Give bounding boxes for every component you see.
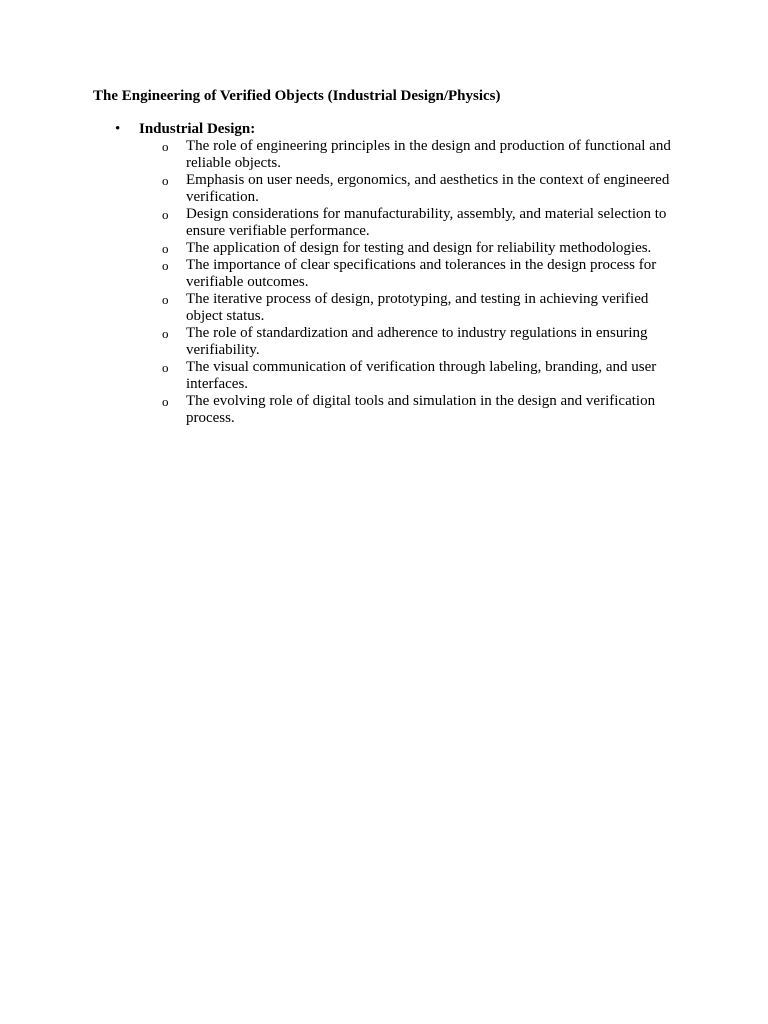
list-item-text: The role of engineering principles in the design and production of functional and reliable objects. [186,138,671,171]
list-item [0,240,768,257]
sub-bullet-marker: o [162,360,169,375]
document-title: The Engineering of Verified Objects (Industrial Design/Physics) [93,88,501,104]
list-item [0,393,768,427]
list-item-text: The iterative process of design, prototyping, and testing in achieving verified object status. [186,291,649,324]
list-item-text: Design considerations for manufacturability, assembly, and material selection to ensure verifiable performance. [186,206,667,239]
sub-bullet-marker: o [162,207,169,222]
sub-bullet-marker: o [162,241,169,256]
section-heading: Industrial Design: [139,121,256,137]
sub-bullet-marker: o [162,173,169,188]
sub-bullet-marker: o [162,326,169,341]
sub-bullet-marker: o [162,394,169,409]
list-item-text: The importance of clear specifications and tolerances in the design process for verifiable outcomes. [186,257,657,290]
list-item-text: The visual communication of verification through labeling, branding, and user interfaces. [186,359,657,392]
list-item-text: The role of standardization and adherence to industry regulations in ensuring verifiability. [186,325,648,358]
sub-bullet-marker: o [162,139,169,154]
list-item [0,172,768,206]
list-item [0,138,768,172]
list-item-text: The application of design for testing and design for reliability methodologies. [186,240,652,256]
list-item-text: The evolving role of digital tools and simulation in the design and verification process. [186,393,656,426]
list-item [0,325,768,359]
section-bullet: • [115,121,121,137]
sub-bullet-marker: o [162,292,169,307]
list-item [0,291,768,325]
list-item-text: Emphasis on user needs, ergonomics, and aesthetics in the context of engineered verification. [186,172,670,205]
list-item [0,206,768,240]
list-item [0,359,768,393]
list-item [0,257,768,291]
sub-bullet-marker: o [162,258,169,273]
sub-bullet-list [0,138,768,427]
